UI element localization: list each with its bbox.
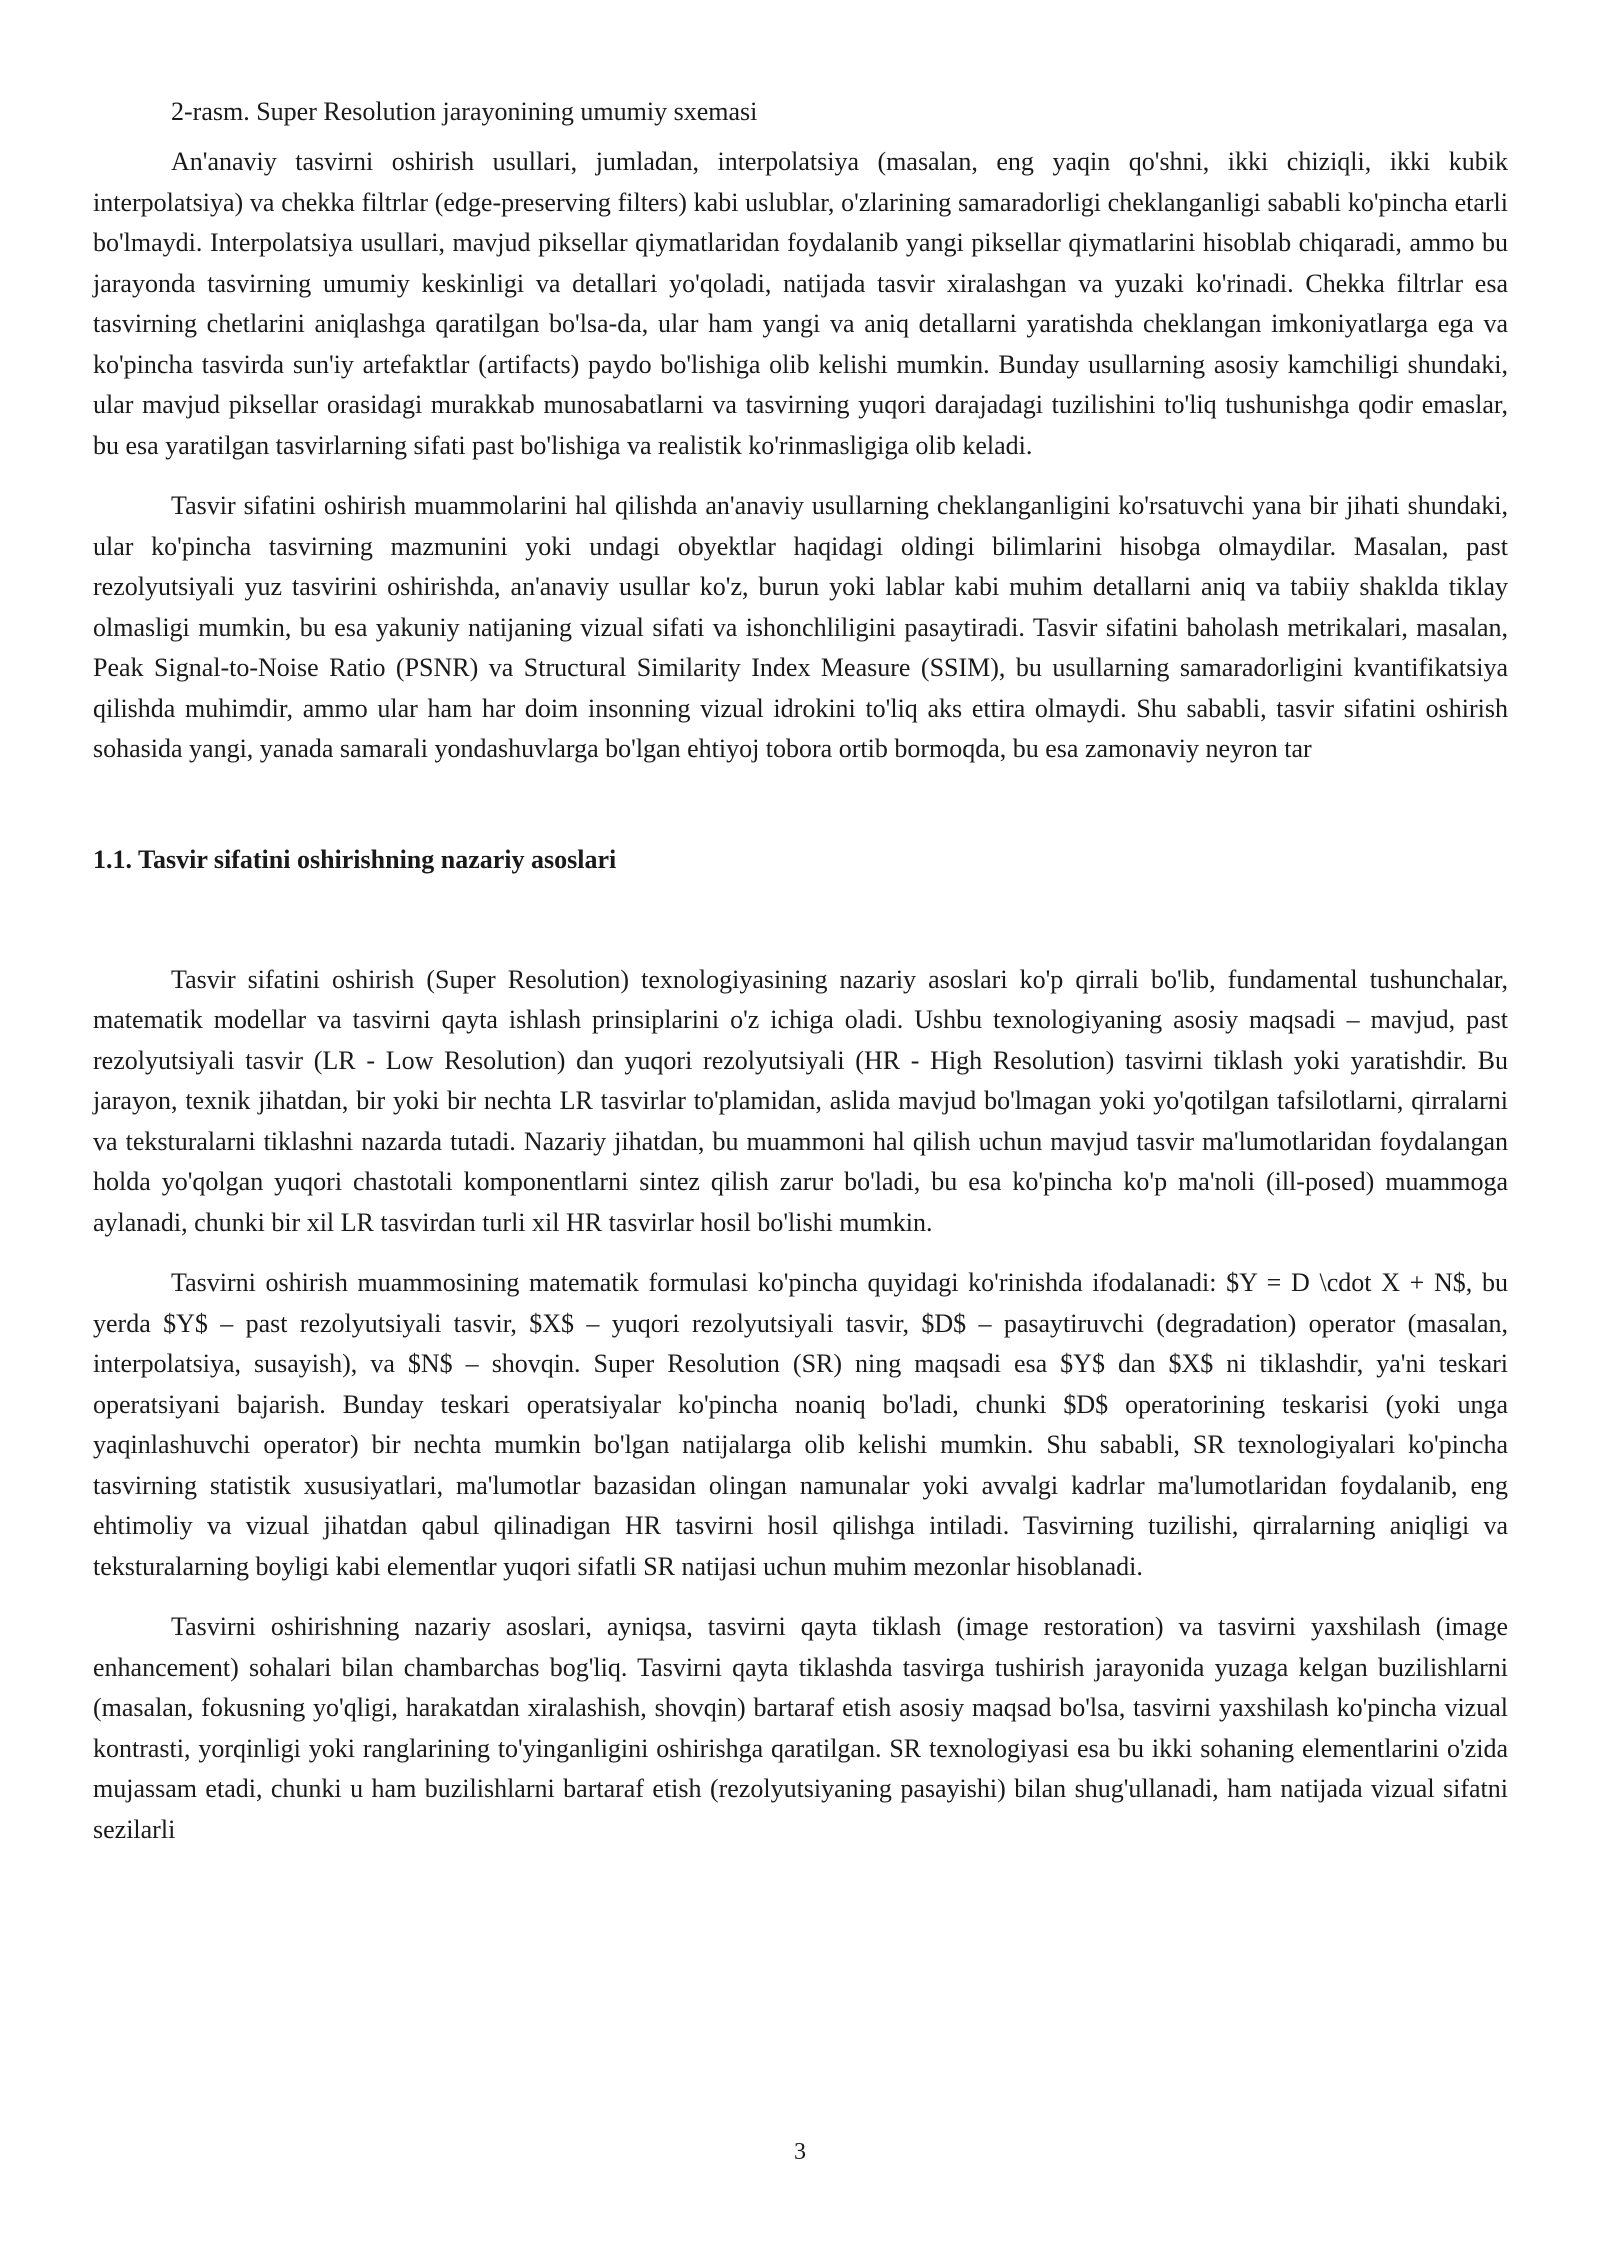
paragraph: Tasvirni oshirishning nazariy asoslari, ayniqsa, tasvirni qayta tiklash (image restoration) va tasvirni yaxshilash (image enhancement) sohalari bilan chambarchas bog'liq. Tasvirni qayta tiklashda tasvirga tushirish jarayonida yuzaga kelgan buzilishlarni (masalan, fokusning yo'qligi, harakatdan xiralashish, shovqin) bartaraf etish asosiy maqsad bo'lsa, tasvirni yaxshilash ko'pincha vizual kontrasti, yorqinligi yoki ranglarining to'yinganligini oshirishga qaratilgan. SR texnologiyasi esa bu ikki sohaning elementlarini o'zida mujassam etadi, chunki u ham buzilishlarni bartaraf etish (rezolyutsiyaning pasayishi) bilan shug'ullanadi, ham natijada vizual sifatni sezilarli	[93, 1612, 1508, 1844]
figure-caption: 2-rasm. Super Resolution jarayonining umumiy sxemasi	[171, 97, 758, 126]
paragraph: Tasvir sifatini oshirish (Super Resolution) texnologiyasining nazariy asoslari ko'p qirrali bo'lib, fundamental tushunchalar, matematik modellar va tasvirni qayta ishlash prinsiplarini o'z ichiga oladi. Ushbu texnologiyaning asosiy maqsadi – mavjud, past rezolyutsiyali tasvir (LR - Low Resolution) dan yuqori rezolyutsiyali (HR - High Resolution) tasvirni tiklash yoki yaratishdir. Bu jarayon, texnik jihatdan, bir yoki bir nechta LR tasvirlar to'plamidan, aslida mavjud bo'lmagan yoki yo'qotilgan tafsilotlarni, qirralarni va teksturalarni tiklashni nazarda tutadi. Nazariy jihatdan, bu muammoni hal qilish uchun mavjud tasvir ma'lumotlaridan foydalangan holda yo'qolgan yuqori chastotali komponentlarni sintez qilish zarur bo'ladi, bu esa ko'pincha ko'p ma'noli (ill-posed) muammoga aylanadi, chunki bir xil LR tasvirdan turli xil HR tasvirlar hosil bo'lishi mumkin.	[93, 964, 1508, 1237]
document-page	[93, 92, 1508, 1870]
page-number: 3	[794, 2139, 806, 2165]
paragraph: Tasvirni oshirish muammosining matematik formulasi ko'pincha quyidagi ko'rinishda ifodalanadi: $Y = D \cdot X + N$, bu yerda $Y$ – past rezolyutsiyali tasvir, $X$ – yuqori rezolyutsiyali tasvir, $D$ – pasaytiruvchi (degradation) operator (masalan, interpolatsiya, susayish), va $N$ – shovqin. Super Resolution (SR) ning maqsadi esa $Y$ dan $X$ ni tiklashdir, ya'ni teskari operatsiyani bajarish. Bunday teskari operatsiyalar ko'pincha noaniq bo'ladi, chunki $D$ operatorining teskarisi (yoki unga yaqinlashuvchi operator) bir nechta mumkin bo'lgan natijalarga olib kelishi mumkin. Shu sababli, SR texnologiyalari ko'pincha tasvirning statistik xususiyatlari, ma'lumotlar bazasidan olingan namunalar yoki avvalgi kadrlar ma'lumotlaridan foydalanib, eng ehtimoliy va vizual jihatdan qabul qilinadigan HR tasvirni hosil qilishga intiladi. Tasvirning tuzilishi, qirralarning aniqligi va teksturalarning boyligi kabi elementlar yuqori sifatli SR natijasi uchun muhim mezonlar hisoblanadi.	[93, 1268, 1508, 1581]
paragraph: Tasvir sifatini oshirish muammolarini hal qilishda an'anaviy usullarning cheklanganligini ko'rsatuvchi yana bir jihati shundaki, ular ko'pincha tasvirning mazmunini yoki undagi obyektlar haqidagi oldingi bilimlarini hisobga olmaydilar. Masalan, past rezolyutsiyali yuz tasvirini oshirishda, an'anaviy usullar ko'z, burun yoki lablar kabi muhim detallarni aniq va tabiiy shaklda tiklay olmasligi mumkin, bu esa yakuniy natijaning vizual sifati va ishonchliligini pasaytiradi. Tasvir sifatini baholash metrikalari, masalan, Peak Signal-to-Noise Ratio (PSNR) va Structural Similarity Index Measure (SSIM), bu usullarning samaradorligini kvantifikatsiya qilishda muhimdir, ammo ular ham har doim insonning vizual idrokini to'liq aks ettira olmaydi. Shu sababli, tasvir sifatini oshirish sohasida yangi, yanada samarali yondashuvlarga bo'lgan ehtiyoj tobora ortib bormoqda, bu esa zamonaviy neyron tar	[93, 491, 1508, 763]
section-heading: 1.1. Tasvir sifatini oshirishning nazariy asoslari	[93, 844, 617, 874]
paragraph: An'anaviy tasvirni oshirish usullari, jumladan, interpolatsiya (masalan, eng yaqin qo'shni, ikki chiziqli, ikki kubik interpolatsiya) va chekka filtrlar (edge-preserving filters) kabi uslublar, o'zlarining samaradorligi cheklanganligi sababli ko'pincha etarli bo'lmaydi. Interpolatsiya usullari, mavjud piksellar qiymatlaridan foydalanib yangi piksellar qiymatlarini hisoblab chiqaradi, ammo bu jarayonda tasvirning umumiy keskinligi va detallari yo'qoladi, natijada tasvir xiralashgan va yuzaki ko'rinadi. Chekka filtrlar esa tasvirning chetlarini aniqlashga qaratilgan bo'lsa-da, ular ham yangi va aniq detallarni yaratishda cheklangan imkoniyatlarga ega va ko'pincha tasvirda sun'iy artefaktlar (artifacts) paydo bo'lishiga olib kelishi mumkin. Bunday usullarning asosiy kamchiligi shundaki, ular mavjud piksellar orasidagi murakkab munosabatlarni va tasvirning yuqori darajadagi tuzilishini to'liq tushunishga qodir emaslar, bu esa yaratilgan tasvirlarning sifati past bo'lishiga va realistik ko'rinmasligiga olib keladi.	[93, 147, 1508, 460]
